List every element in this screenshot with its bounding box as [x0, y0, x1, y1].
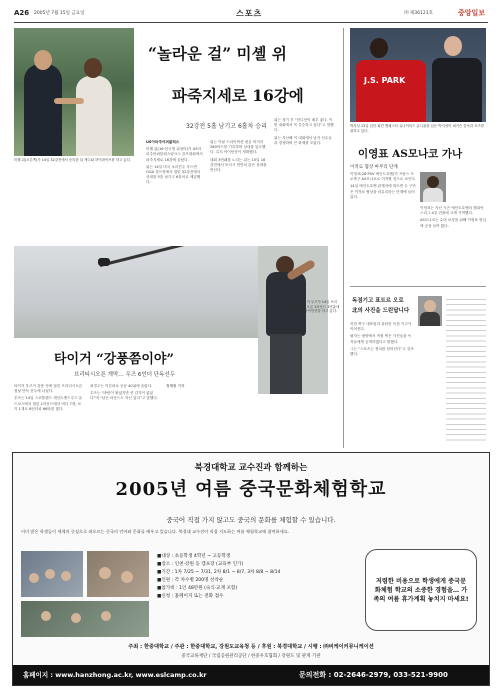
ad-top-line: 북경대학교 교수진과 함께하는: [194, 463, 308, 473]
columnist-photo: [418, 296, 442, 326]
park-body-col-2: [420, 206, 486, 280]
tiger-paragraph: 우즈는 14일 스코틀랜드 세인트앤드루스 올드코스에서 열린 1라운드에서 버디 7개, 보기 1개로 6언더파 66타를 쳤다.: [14, 396, 83, 411]
tiger-photo-caption: 타이거 우즈가 14일 브리티시오픈 1라운드 3번홀에서 아이언샷을 하고 있다.: [300, 300, 340, 314]
lead-body-col-3: [274, 118, 334, 240]
tiger-paragraph: 우즈는 “바람이 불었지만 샷 감각이 좋았다”며 “남은 라운드도 자신 있다”고 말했다.: [90, 391, 158, 401]
ad-footer-bar: [13, 665, 489, 685]
ad-photo-1: [21, 551, 83, 597]
ad-photo-3: [21, 601, 149, 637]
lead-body-col-2: [210, 140, 268, 240]
tiger-woods-photo: [14, 246, 258, 338]
ad-detail-item: ■대상 : 초등학생 4학년 ~ 고등학생: [157, 554, 231, 559]
tiger-subhead: 브리티시오픈 개막… 우즈 6언더 단독선두: [74, 372, 176, 378]
tiger-paragraph: 최경주는 이븐파로 공동 40위에 올랐다.: [90, 384, 153, 388]
ad-sponsors: 주최 : 한중대학교 / 주관 : 한중대학교, 강원도교육청 등 / 후원 : 북경대학교 / 시행 : ㈜비케이커뮤니케이션: [128, 644, 374, 650]
column-divider: [343, 28, 344, 448]
michelle-wie-photo: [14, 28, 134, 156]
lead-paragraph: 위는 14일 미국 오리건주 우드번 OGA 골프장에서 열린 32강전에서 상대를 5홀 남기고 6홀차로 제압했다.: [146, 164, 201, 185]
newspaper-name: 중앙일보: [458, 9, 486, 17]
lead-paragraph: 미셸 위(16·한국명 위성미)가 US아마추어퍼블릭스링크스 골프대회에서 파죽지세로 16강에 올랐다.: [146, 147, 203, 162]
mini-body: [350, 322, 414, 442]
mini-paragraph: 필자는 평양에서 직접 찍은 사진들을 독자들에게 공개하겠다고 밝혔다.: [350, 334, 412, 344]
lead-paragraph: 위는 이날 드라이버샷 평균 비거리 280야드를 기록하며 상대를 압도했다. 특히 아이언샷이 정확했다.: [210, 140, 266, 155]
ad-phone: 문의전화 : 02-2646-2979, 033-521-9900: [299, 671, 448, 679]
park-paragraph: 14일 에인트호벤 관계자에 따르면 두 구단은 이적료 협상을 마무리하는 단계에 들어갔다.: [350, 184, 416, 199]
issue-number: ㈜ 제36121호: [404, 11, 433, 16]
lead-body-col-1: [146, 140, 204, 240]
mini-subhead: 北의 사진을 드린답니다: [352, 308, 410, 314]
mini-paragraph: 그는 “스포츠는 정치를 넘어선다”고 강조했다.: [350, 346, 414, 357]
tiger-paragraph: 타이거 우즈가 강풍 속에 열린 브리티시오픈 첫날 단독 선두에 나섰다.: [14, 384, 83, 394]
lead-paragraph: 대회 3연패를 노리는 위는 15일 16강전에서 또다시 만만치 않은 상대를 만난다.: [210, 157, 267, 173]
lead-paragraph: 위는 경기 후 “컨디션이 매우 좋다. 이번 대회에서 꼭 우승하고 싶다”고 말했다.: [274, 118, 334, 133]
park-body-col-1: [350, 172, 416, 280]
page-header: [14, 8, 488, 23]
page-number: A26: [14, 9, 30, 17]
tiger-body-col-1: [14, 384, 84, 442]
mini-body-col-2: [446, 296, 486, 442]
lead-byline: US아마추어퍼블릭스: [146, 140, 180, 144]
park-headline: 이영표 AS모나코 가나: [358, 148, 463, 160]
ad-homepage: 홈페이지 : www.hanzhong.ac.kr, www.eslcamp.co.kr: [23, 671, 207, 679]
park-photo-caption: 박지성 13일 입단 회견 맨체스터 유나이티드 유니폼을 입은 박지성이 퍼거슨 감독과 포즈를 취하고 있다.: [350, 124, 485, 133]
page-date: 2005년 7월 15일 금요일: [34, 11, 85, 16]
lee-young-pyo-photo: [420, 172, 446, 202]
ad-sponsors-2: 중국교류재단 / 국립공원관리공단 / 한중우호협회 / 강원도 및 관계 기관: [181, 654, 321, 659]
park-paragraph: 이영표는 지난 시즌 에인트호벤의 챔피언스리그 4강 진출에 크게 기여했다.: [420, 206, 484, 216]
park-subhead: 이적료 협상 마무리 단계: [350, 165, 398, 170]
ad-tagline: 중국어 직접 가지 않고도 중국의 문화를 체험할 수 있습니다.: [166, 516, 336, 524]
ad-intro: 이미 많은 학생들이 세계의 중심으로 떠오르는 중국의 언어와 문화를 배우고 있습니다. 북경대 교수진이 직접 지도하는 여름 체험학교에 참여하세요.: [21, 529, 290, 534]
tiger-body-col-2: [90, 384, 160, 442]
ad-detail-item: ■장소 : 인천·강원 등 캠프장 (교육부 인가): [157, 562, 244, 567]
mini-headline: 독점기고 표트르 오로: [352, 298, 404, 304]
right-divider: [350, 286, 486, 287]
tiger-body-col-3: [166, 384, 254, 442]
ad-box: [12, 452, 490, 686]
section-title: 스포츠: [236, 9, 263, 18]
ad-title: 2005년 여름 중국문화체험학교: [115, 479, 387, 500]
lead-headline-1: “놀라운 걸” 미셸 위: [148, 44, 287, 63]
ad-detail-item: ■참가비 : 1인 48만원 (숙식·교재 포함): [157, 586, 238, 591]
lead-headline-2: 파죽지세로 16강에: [172, 86, 304, 105]
mini-paragraph: 북한 축구 대표팀과 관련한 독점 기고가 이어진다.: [350, 322, 412, 332]
park-paragraph: 이영표(28·PSV 에인트호벤)가 프랑스 프로축구 AS모나코로 이적할 것으로 보인다.: [350, 172, 416, 182]
jersey-name: J.S. PARK: [364, 76, 406, 85]
lead-photo-caption: 미셸 위(오른쪽)가 14일 32강전에서 승리한 뒤 캐디와 하이파이브를 하고 있다.: [14, 158, 132, 162]
lead-paragraph: 위는 지난해 이 대회에서 남자 선수들과 경쟁하며 큰 화제를 모았다.: [274, 135, 332, 145]
ad-photo-2: [87, 551, 149, 597]
ad-detail-item: ■신청 : 홈페이지 또는 전화 접수: [157, 594, 224, 599]
lead-subhead: 32강전 5홀 남기고 6홀차 승리: [186, 123, 267, 130]
ad-callout: [365, 549, 477, 631]
tiger-reporter: 정제원 기자: [166, 384, 185, 388]
ad-details: [157, 553, 357, 601]
ad-detail-item: ■인원 : 각 차수별 200명 선착순: [157, 578, 224, 583]
park-paragraph: AS모나코는 수비 보강을 위해 이영표 영입에 공을 들여 왔다.: [420, 218, 486, 228]
ad-callout-text: 저렴한 비용으로 학생에게 중국문화체험 학교의 소중한 경험을… 가족의 여름 휴가계획 놓치지 마세요!: [373, 577, 469, 603]
ad-detail-item: ■기간 : 1차 7/25 ~ 7/31, 2차 8/1 ~ 8/7, 3차 8/8 ~ 8/14: [157, 570, 281, 575]
park-ji-sung-photo: [350, 28, 486, 122]
tiger-headline: 타이거 “강풍쯤이야”: [54, 352, 174, 367]
